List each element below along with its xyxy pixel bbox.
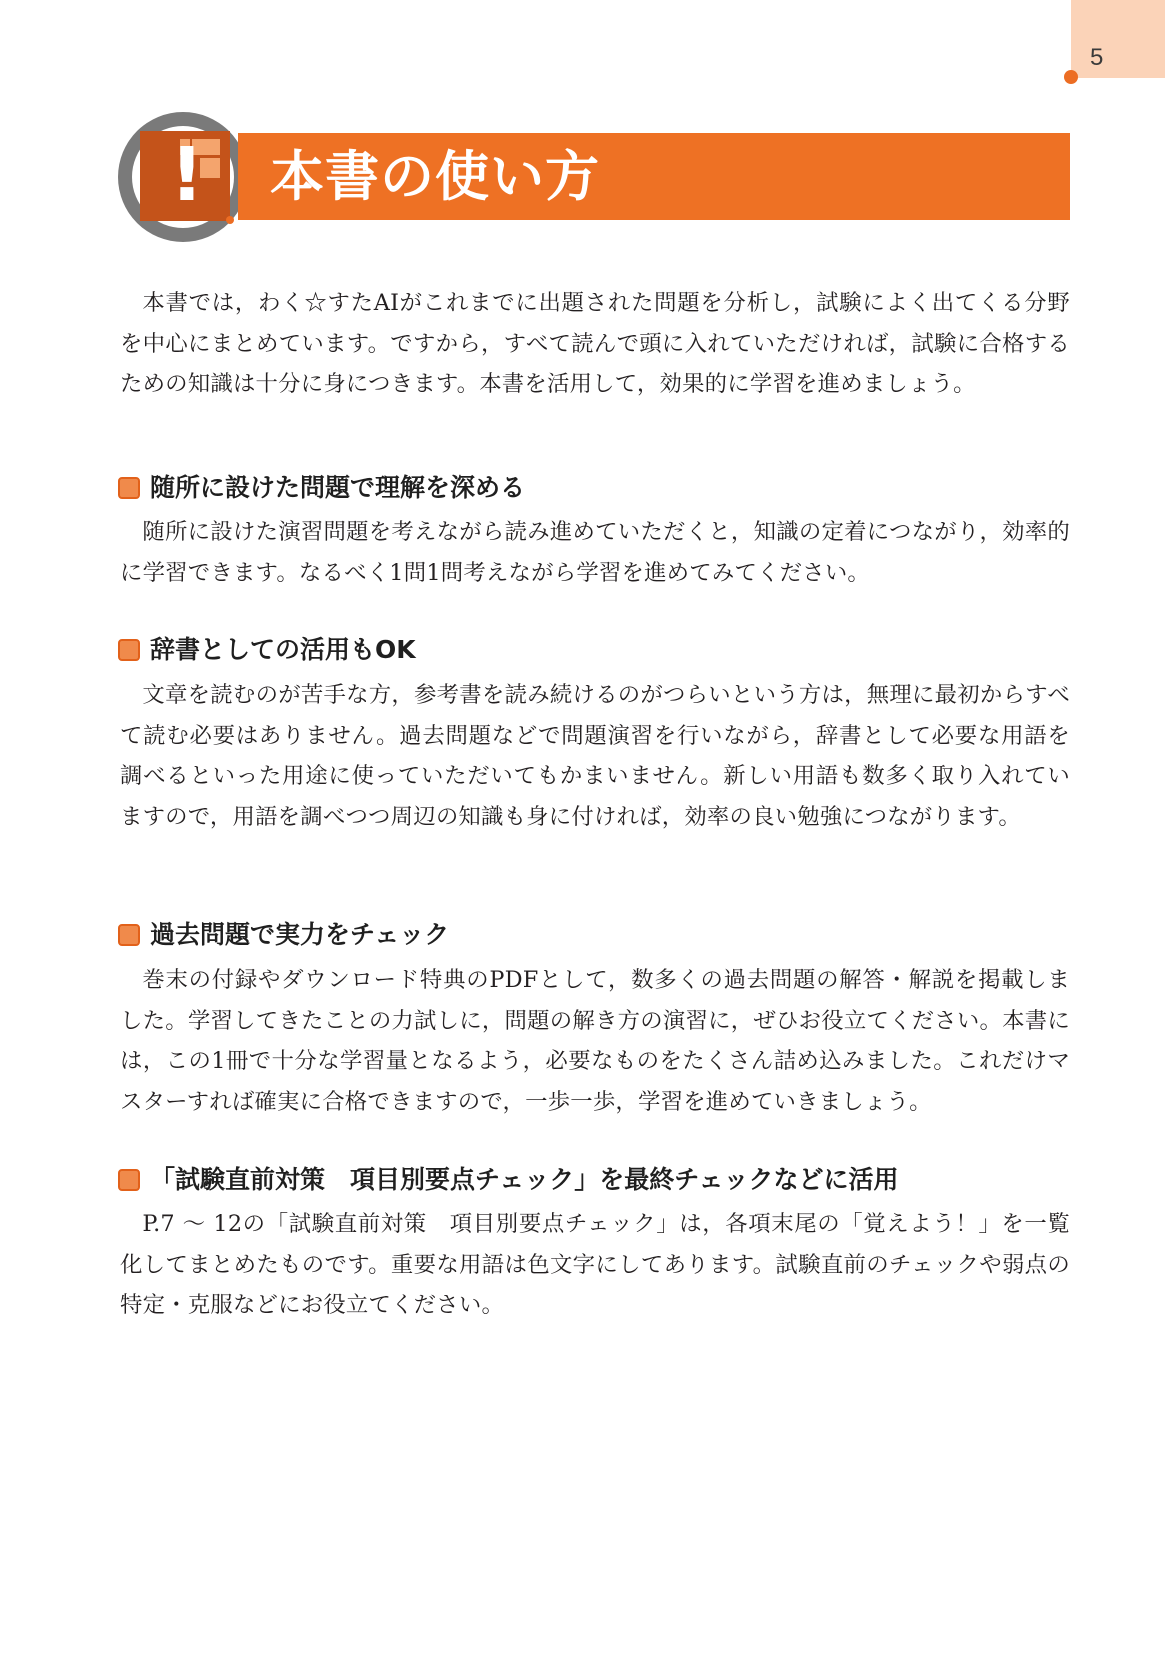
section-body: P.7 〜 12の「試験直前対策 項目別要点チェック」は，各項末尾の「覚えよう！」を一覧化してまとめたものです。重要な用語は色文字にしてあります。試験直前のチェックや弱点の特定・克服などにお役立てください。 (120, 1211, 1070, 1318)
square-bullet-icon (118, 639, 140, 661)
page-number: 5 (1090, 44, 1104, 71)
exclamation-icon: ! (140, 131, 230, 221)
page-number-tab (1071, 0, 1165, 78)
section-heading: 辞書としての活用もOK (118, 634, 416, 666)
page-number-dot (1064, 70, 1078, 84)
title-bar (238, 133, 1070, 220)
section-heading: 随所に設けた問題で理解を深める (118, 472, 525, 504)
title-accent-dot (226, 216, 234, 224)
section-heading: 過去問題で実力をチェック (118, 919, 449, 951)
section-body: 巻末の付録やダウンロード特典のPDFとして，数多くの過去問題の解答・解説を掲載しました。学習してきたことの力試しに，問題の解き方の演習に，ぜひお役立てください。本書には，この1冊で十分な学習量となるよう，必要なものをたくさん詰め込みました。これだけマスターすれば確実に合格できますので，一歩一歩，学習を進めていきましょう。 (120, 967, 1070, 1115)
section-body: 文章を読むのが苦手な方，参考書を読み続けるのがつらいという方は，無理に最初からすべて読む必要はありません。過去問題などで問題演習を行いながら，辞書として必要な用語を調べるといった用途に使っていただいてもかまいません。新しい用語も数多く取り入れていますので，用語を調べつつ周辺の知識も身に付ければ，効率の良い勉強につながります。 (120, 682, 1070, 830)
intro-paragraph: 本書では，わく☆すたAIがこれまでに出題された問題を分析し，試験によく出てくる分野を中心にまとめています。ですから，すべて読んで頭に入れていただければ，試験に合格するための知識は十分に身につきます。本書を活用して，効果的に学習を進めましょう。 (120, 290, 1070, 397)
square-bullet-icon (118, 477, 140, 499)
square-bullet-icon (118, 924, 140, 946)
page-title: 本書の使い方 (270, 145, 600, 208)
square-bullet-icon (118, 1169, 140, 1191)
section-heading: 「試験直前対策 項目別要点チェック」を最終チェックなどに活用 (118, 1164, 899, 1196)
section-body: 随所に設けた演習問題を考えながら読み進めていただくと，知識の定着につながり，効率的に学習できます。なるべく1問1問考えながら学習を進めてみてください。 (120, 519, 1070, 586)
